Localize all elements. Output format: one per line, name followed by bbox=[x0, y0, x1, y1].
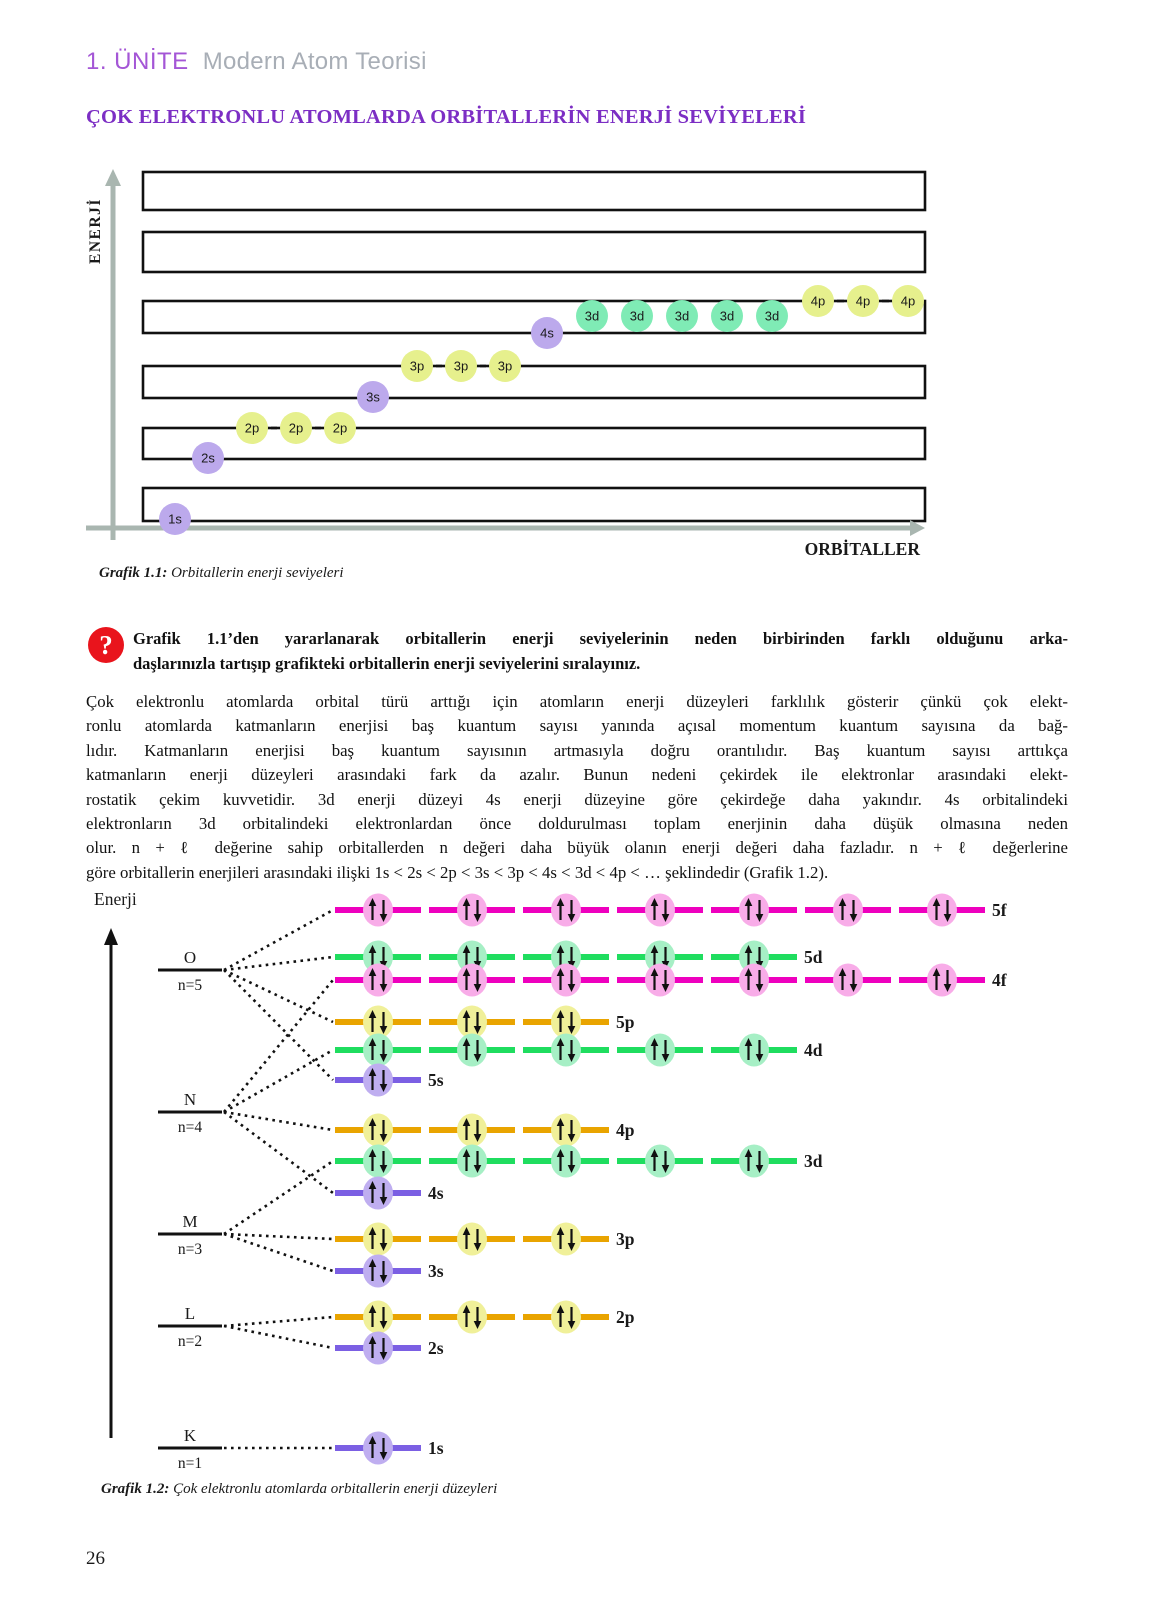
question-line: daşlarınızla tartışıp grafikteki orbitallerin enerji seviyelerini sıralayınız. bbox=[133, 653, 641, 673]
g2-shell-level-O bbox=[158, 910, 333, 1080]
g2-orbital-row-4s bbox=[335, 1177, 444, 1210]
g2-orbital-row-4f bbox=[335, 964, 1007, 997]
g2-shell-n-label: n=5 bbox=[177, 977, 203, 994]
g1-orbital-label: 4p bbox=[810, 293, 826, 309]
g2-electron-pair-circle bbox=[363, 1145, 393, 1178]
g1-x-axis-arrowhead-icon bbox=[910, 520, 925, 536]
g1-orbital-group-1s bbox=[159, 503, 191, 535]
g2-connector-L-2p bbox=[224, 1317, 333, 1326]
paragraph-line: göre orbitallerin enerjileri arasındaki ilişki 1s < 2s < 2p < 3s < 3p < 4s < 3d < 4p < … şeklindedir (Grafik 1.2). bbox=[86, 862, 829, 882]
g2-shell-level-N bbox=[158, 980, 333, 1193]
g2-connector-O-5d bbox=[224, 957, 333, 970]
paragraph-line: olur. n + ℓ değerine sahip orbitallerden n değeri daha büyük olanın enerji değeri daha fazladır. n + ℓ değerlerine bbox=[86, 838, 1068, 858]
grafik2-diagram bbox=[104, 894, 1007, 1473]
g2-electron-pair-circle bbox=[363, 1064, 393, 1097]
g2-row-label-3d: 3d bbox=[804, 1151, 823, 1171]
g2-orbital-row-5p bbox=[335, 1006, 635, 1039]
g2-electron-pair-circle bbox=[457, 1114, 487, 1147]
g2-shell-level-L bbox=[158, 1304, 333, 1350]
unit-number: 1. ÜNİTE bbox=[86, 48, 189, 75]
g1-orbital-group-2p bbox=[236, 412, 356, 444]
g2-electron-pair-circle bbox=[739, 894, 769, 927]
g2-row-label-1s: 1s bbox=[428, 1438, 444, 1458]
page-number: 26 bbox=[86, 1548, 105, 1569]
g2-row-label-2p: 2p bbox=[616, 1307, 635, 1327]
g2-connector-L-2s bbox=[224, 1326, 333, 1348]
g1-orbital-label: 3p bbox=[409, 358, 425, 374]
g2-electron-pair-circle bbox=[457, 1034, 487, 1067]
g2-shell-letter: K bbox=[183, 1426, 197, 1445]
grafik2-caption bbox=[101, 1481, 497, 1498]
g2-electron-pair-circle bbox=[551, 964, 581, 997]
g2-electron-pair-circle bbox=[645, 964, 675, 997]
g2-electron-pair-circle bbox=[363, 894, 393, 927]
g1-orbital-label: 1s bbox=[168, 511, 182, 527]
g1-orbital-label: 3d bbox=[629, 308, 645, 324]
g2-electron-pair-circle bbox=[739, 1145, 769, 1178]
g2-connector-N-4s bbox=[224, 1112, 333, 1193]
grafik2-caption-label: Grafik 1.2: bbox=[101, 1481, 170, 1497]
grafik1-x-axis-label: ORBİTALLER bbox=[804, 539, 920, 559]
g2-orbital-row-3p bbox=[335, 1223, 635, 1256]
g2-electron-pair-circle bbox=[645, 1145, 675, 1178]
g2-orbital-row-4d bbox=[335, 1034, 823, 1067]
g2-connector-O-5s bbox=[224, 970, 333, 1080]
g2-row-label-4s: 4s bbox=[428, 1183, 444, 1203]
g2-row-label-5s: 5s bbox=[428, 1070, 444, 1090]
g2-shell-letter: M bbox=[182, 1212, 198, 1231]
g1-energy-box-1 bbox=[143, 172, 925, 210]
g1-energy-box-4 bbox=[143, 366, 925, 398]
g2-orbital-row-5f bbox=[335, 894, 1007, 927]
g2-electron-pair-circle bbox=[363, 1223, 393, 1256]
g2-orbital-row-2p bbox=[335, 1301, 635, 1334]
g2-row-label-4d: 4d bbox=[804, 1040, 823, 1060]
g2-orbital-row-1s bbox=[335, 1432, 444, 1465]
g2-shell-letter: L bbox=[184, 1304, 196, 1323]
g1-orbital-label: 4p bbox=[900, 293, 916, 309]
grafik1-caption bbox=[99, 565, 344, 582]
g2-connector-O-5f bbox=[224, 910, 333, 970]
g2-electron-pair-circle bbox=[363, 1034, 393, 1067]
g2-electron-pair-circle bbox=[551, 1301, 581, 1334]
g1-orbital-label: 3d bbox=[674, 308, 690, 324]
g2-row-label-4f: 4f bbox=[992, 970, 1007, 990]
g1-orbital-group-3s bbox=[357, 381, 389, 413]
g2-electron-pair-circle bbox=[363, 1301, 393, 1334]
g2-electron-pair-circle bbox=[363, 1432, 393, 1465]
section-title: ÇOK ELEKTRONLU ATOMLARDA ORBİTALLERİN ENERJİ SEVİYELERİ bbox=[86, 106, 807, 128]
g2-electron-pair-circle bbox=[551, 1034, 581, 1067]
g2-shell-level-M bbox=[158, 1161, 333, 1271]
g2-connector-N-4f bbox=[224, 980, 333, 1112]
g2-electron-pair-circle bbox=[551, 894, 581, 927]
grafik1-y-axis-label: ENERJİ bbox=[87, 198, 104, 264]
g2-orbital-row-5s bbox=[335, 1064, 444, 1097]
g2-connector-M-3d bbox=[224, 1161, 333, 1234]
g1-orbital-label: 2p bbox=[244, 420, 260, 436]
g2-shell-n-label: n=2 bbox=[177, 1333, 203, 1350]
grafik1-caption-label: Grafik 1.1: bbox=[99, 565, 168, 581]
g2-row-label-2s: 2s bbox=[428, 1338, 444, 1358]
body-paragraph bbox=[86, 690, 1068, 885]
g2-shell-n-label: n=1 bbox=[177, 1455, 203, 1472]
page-header bbox=[86, 48, 427, 76]
g2-electron-pair-circle bbox=[363, 964, 393, 997]
paragraph-line: ronlu atomlarda katmanların enerjisi baş kuantum sayısı yanında açısal momentum kuantum sayısına da bağ- bbox=[86, 716, 1068, 736]
g2-connector-N-4p bbox=[224, 1112, 333, 1130]
g1-energy-box-6 bbox=[143, 488, 925, 521]
g1-orbital-label: 3d bbox=[584, 308, 600, 324]
question-mark-icon: ? bbox=[88, 627, 124, 663]
g2-orbital-row-4p bbox=[335, 1114, 635, 1147]
g1-orbital-label: 3d bbox=[719, 308, 735, 324]
g1-orbital-label: 2s bbox=[201, 450, 215, 466]
g2-orbital-row-3s bbox=[335, 1255, 444, 1288]
g2-row-label-5d: 5d bbox=[804, 947, 823, 967]
g2-shell-letter: N bbox=[183, 1090, 197, 1109]
g2-electron-pair-circle bbox=[833, 964, 863, 997]
g1-orbital-label: 3s bbox=[366, 389, 380, 405]
g2-electron-pair-circle bbox=[363, 1114, 393, 1147]
g2-connector-N-4d bbox=[224, 1050, 333, 1112]
discussion-question bbox=[133, 627, 1068, 676]
g2-electron-pair-circle bbox=[739, 1034, 769, 1067]
g2-electron-pair-circle bbox=[363, 1332, 393, 1365]
g2-connector-O-5p bbox=[224, 970, 333, 1022]
g1-orbital-label: 3p bbox=[497, 358, 513, 374]
g2-electron-pair-circle bbox=[551, 1223, 581, 1256]
g1-energy-box-2 bbox=[143, 232, 925, 272]
grafik2-y-axis-label: Enerji bbox=[94, 889, 137, 909]
g2-row-label-4p: 4p bbox=[616, 1120, 635, 1140]
g1-orbital-label: 3d bbox=[764, 308, 780, 324]
g1-y-axis-arrowhead-icon bbox=[105, 169, 121, 186]
g1-orbital-group-3p bbox=[401, 350, 521, 382]
g2-electron-pair-circle bbox=[645, 1034, 675, 1067]
g2-connector-M-3p bbox=[224, 1234, 333, 1239]
paragraph-line: rostatik çekim kuvvetidir. 3d enerji düzeyi 4s enerji düzeyine göre çekirdeğe daha yakındır. 4s orbitalindeki bbox=[86, 789, 1068, 809]
grafik1-caption-text: Orbitallerin enerji seviyeleri bbox=[171, 565, 344, 581]
g2-energy-axis-arrowhead-icon bbox=[104, 928, 118, 945]
g1-orbital-group-2s bbox=[192, 442, 224, 474]
g2-electron-pair-circle bbox=[457, 964, 487, 997]
g2-orbital-row-2s bbox=[335, 1332, 444, 1365]
paragraph-line: katmanların enerji düzeyleri arasındaki fark da azalır. Bunun nedeni çekirdek ile elektronlar arasındaki elekt- bbox=[86, 765, 1068, 785]
g2-electron-pair-circle bbox=[645, 894, 675, 927]
g2-shell-letter: O bbox=[183, 948, 197, 967]
g2-row-label-3s: 3s bbox=[428, 1261, 444, 1281]
g2-shell-n-label: n=4 bbox=[177, 1119, 203, 1136]
g2-electron-pair-circle bbox=[927, 964, 957, 997]
g2-electron-pair-circle bbox=[457, 1301, 487, 1334]
g2-electron-pair-circle bbox=[739, 964, 769, 997]
g1-orbital-label: 4p bbox=[855, 293, 871, 309]
g2-shell-level-K bbox=[158, 1426, 333, 1472]
g2-row-label-5p: 5p bbox=[616, 1012, 635, 1032]
g2-electron-pair-circle bbox=[457, 894, 487, 927]
g1-orbital-group-3d bbox=[576, 300, 788, 332]
g1-orbital-group-4s bbox=[531, 317, 563, 349]
grafik2-caption-text: Çok elektronlu atomlarda orbitallerin enerji düzeyleri bbox=[173, 1481, 498, 1497]
g1-orbital-label: 4s bbox=[540, 325, 554, 341]
g1-orbital-group-4p bbox=[802, 285, 924, 317]
g1-orbital-label: 2p bbox=[288, 420, 304, 436]
question-line: Grafik 1.1’den yararlanarak orbitallerin enerji seviyelerinin neden birbirinden farklı olduğunu arka- bbox=[133, 629, 1068, 648]
g2-electron-pair-circle bbox=[363, 1177, 393, 1210]
grafik1-diagram bbox=[86, 169, 925, 540]
g2-electron-pair-circle bbox=[927, 894, 957, 927]
g2-electron-pair-circle bbox=[551, 1114, 581, 1147]
paragraph-line: Çok elektronlu atomlarda orbital türü arttığı için atomların enerji düzeyleri farklılık gösterir çünkü çok elekt- bbox=[86, 692, 1068, 711]
g2-electron-pair-circle bbox=[457, 1145, 487, 1178]
unit-subject: Modern Atom Teorisi bbox=[202, 48, 427, 75]
paragraph-line: lıdır. Katmanların enerjisi baş kuantum sayısının artmasıyla doğru orantılıdır. Baş kuantum sayısı arttıkça bbox=[86, 740, 1068, 760]
g2-electron-pair-circle bbox=[833, 894, 863, 927]
g2-electron-pair-circle bbox=[551, 1145, 581, 1178]
g2-row-label-3p: 3p bbox=[616, 1229, 635, 1249]
g1-orbital-label: 3p bbox=[453, 358, 469, 374]
paragraph-line: elektronların 3d orbitalindeki elektronlardan önce doldurulması toplam enerjinin daha düşük olmasına neden bbox=[86, 814, 1068, 834]
g2-row-label-5f: 5f bbox=[992, 900, 1007, 920]
g2-electron-pair-circle bbox=[363, 1255, 393, 1288]
g2-orbital-row-3d bbox=[335, 1145, 823, 1178]
g2-shell-n-label: n=3 bbox=[177, 1241, 203, 1258]
g2-electron-pair-circle bbox=[457, 1223, 487, 1256]
g1-orbital-label: 2p bbox=[332, 420, 348, 436]
